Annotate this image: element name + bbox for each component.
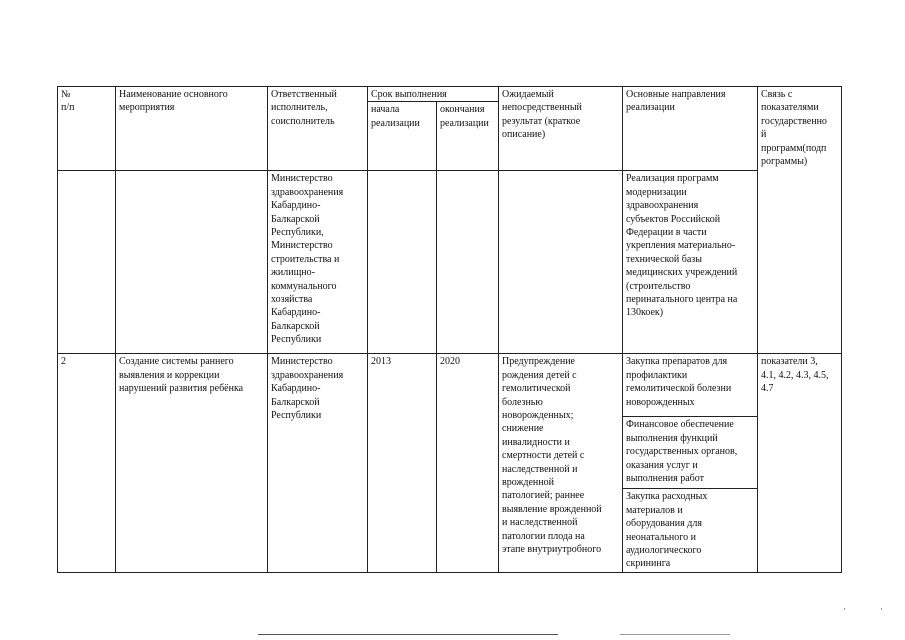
cell-name-empty [116,171,268,354]
footer-rule [258,634,558,635]
cell-direction: Закупка расходных материалов и оборудования для неонатального и аудиологического скрининга [623,489,758,573]
header-term: Срок выполнения [368,87,499,102]
cell-measure-name: Создание системы раннего выявления и коррекции нарушений развития ребёнка [116,354,268,573]
header-start: начала реализации [368,102,437,171]
scan-speck: · [843,604,846,614]
cell-start-empty [368,171,437,354]
cell-end: 2020 [437,354,499,573]
header-expected-result: Ожидаемый непосредственный результат (краткое описание) [499,87,623,171]
header-number: № п/п [58,87,116,171]
cell-result-empty [499,171,623,354]
header-executor: Ответственный исполнитель, соисполнитель [268,87,368,171]
table-row [58,354,842,417]
header-indicators-link: Связь с показателями государственно й программ(подп рограммы) [758,87,842,354]
cell-start: 2013 [368,354,437,573]
scan-speck: · [880,604,883,614]
footer-rule [620,634,730,635]
header-directions: Основные направления реализации [623,87,758,171]
table-row [58,171,842,354]
cell-direction: Реализация программ модернизации здравоохранения субъектов Российской Федерации в части укрепления материально- технической базы медицинских учреждений (строительство перинатального центра на 130коек) [623,171,758,354]
cell-executor: Министерство здравоохранения Кабардино- Балкарской Республики [268,354,368,573]
header-end: окончания реализации [437,102,499,171]
header-measure-name: Наименование основного мероприятия [116,87,268,171]
measures-table [57,86,842,573]
cell-number-empty [58,171,116,354]
cell-indicators-link: показатели 3, 4.1, 4.2, 4.3, 4.5, 4.7 [758,354,842,573]
cell-number: 2 [58,354,116,573]
cell-executor: Министерство здравоохранения Кабардино- Балкарской Республики, Министерство строительства и жилищно- коммунального хозяйства Кабардино- Балкарской Республики [268,171,368,354]
cell-end-empty [437,171,499,354]
cell-direction: Финансовое обеспечение выполнения функций государственных органов, оказания услуг и выполнения работ [623,417,758,489]
cell-direction: Закупка препаратов для профилактики гемолитической болезни новорожденных [623,354,758,417]
table-header-row [58,87,842,102]
cell-expected-result: Предупреждение рождения детей с гемолитической болезнью новорожденных; снижение инвалидности и смертности детей с наследственной и врожденной патологией; раннее выявление врожденной и наследственной патологии плода на этапе внутриутробного [499,354,623,573]
